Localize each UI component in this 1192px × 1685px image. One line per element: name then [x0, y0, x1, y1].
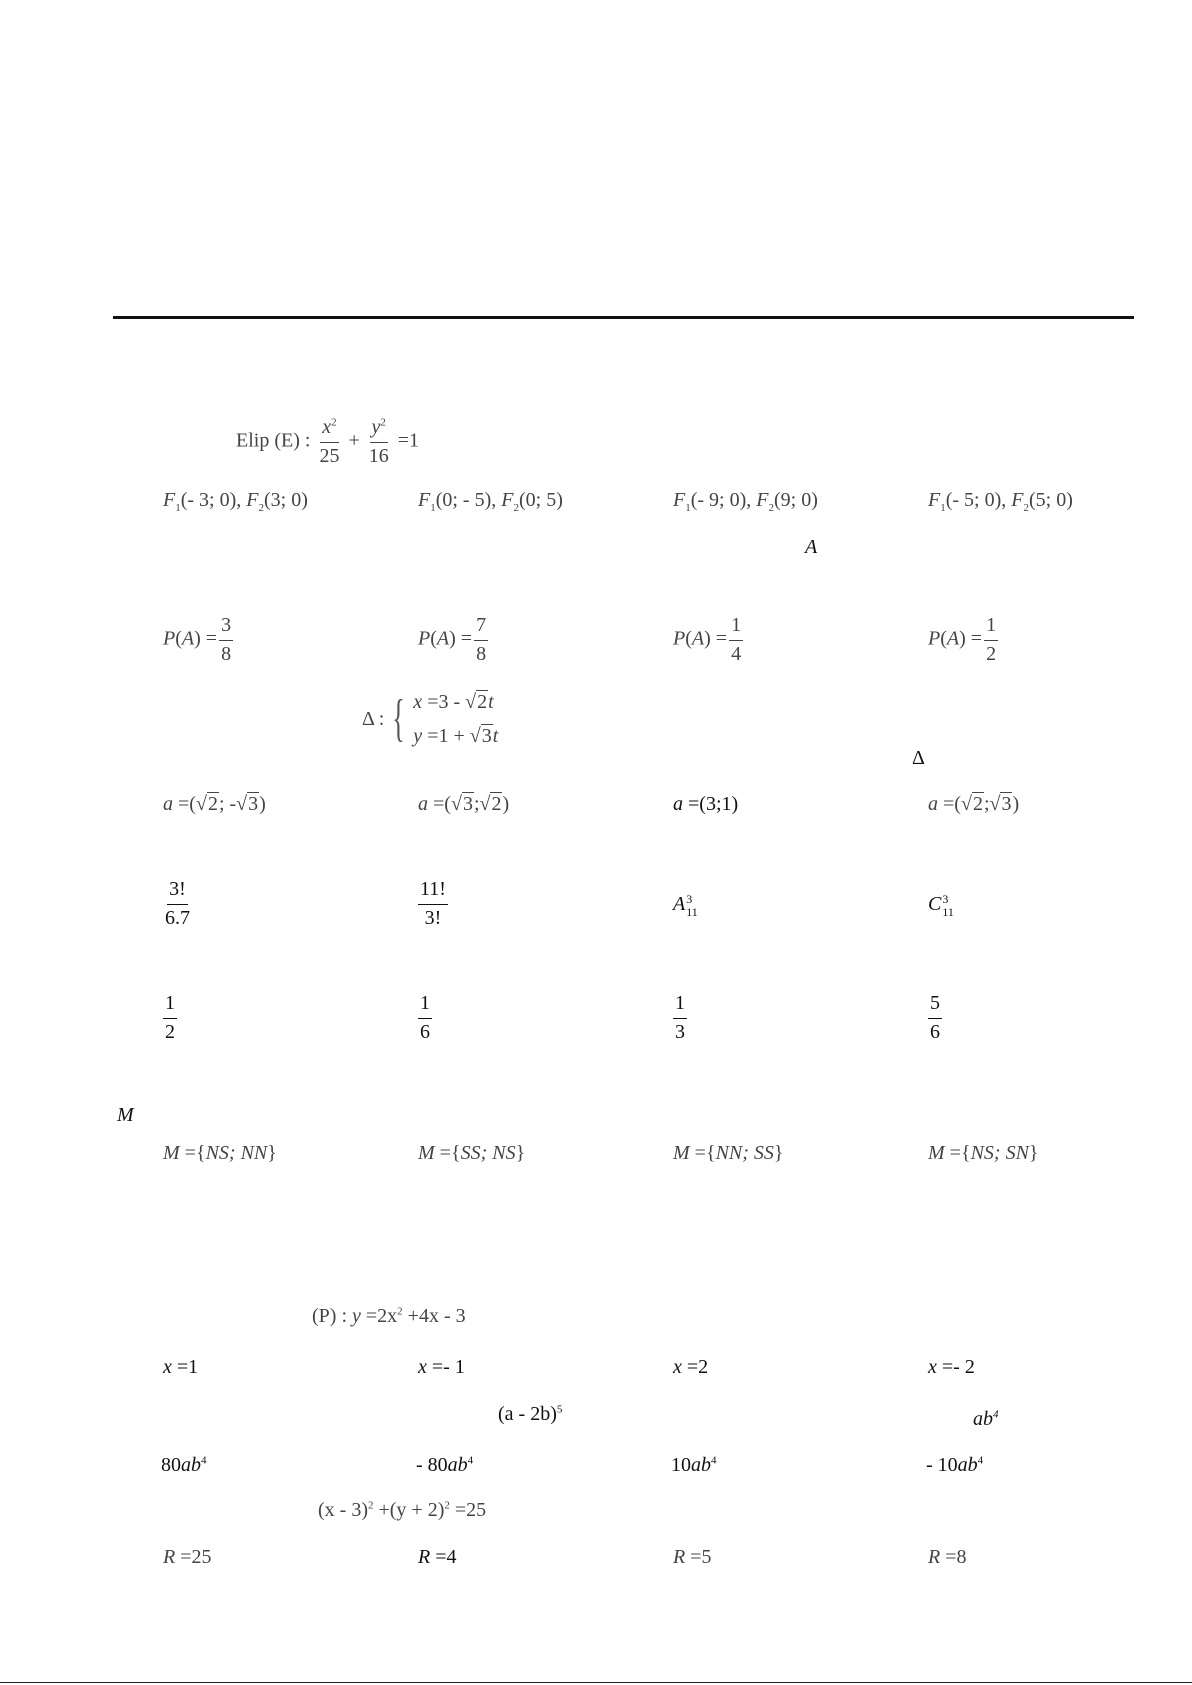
q7-option-b: x =- 1: [418, 1356, 465, 1378]
q5-option-c: $\frac{1}{3}$: [675, 992, 685, 1043]
q3-option-a: a =(√2; -√3): [163, 793, 266, 815]
q3-line-y: y =1 + √3t: [413, 725, 499, 747]
q7-option-c: x =2: [673, 1356, 709, 1378]
q4-option-b: $\frac{11!}{3!}$: [420, 878, 446, 929]
q2-option-a: P(A) = $\frac{3}{8}$: [163, 614, 232, 665]
q4-option-a: $\frac{3!}{6.7}$: [165, 878, 190, 929]
q2-event-label: A: [805, 536, 818, 558]
q5-option-b: $\frac{1}{6}$: [420, 992, 430, 1043]
q6-option-c: M ={NN; SS}: [673, 1142, 784, 1164]
q8-option-b: - $80ab^4$: [416, 1454, 474, 1476]
q6-option-a: M ={NS; NN}: [163, 1142, 277, 1164]
q8-binomial: (a - 2b)$^5$: [498, 1403, 563, 1425]
q9-option-d: R =8: [928, 1546, 967, 1568]
q3-delta-label: Δ: [912, 747, 925, 769]
ellipse-equation: Elip (E) : $\frac{x^2}{25}$ + $\frac{y^2}{16}$ =1: [236, 416, 419, 467]
q7-option-a: x =1: [163, 1356, 199, 1378]
q2-option-b: P(A) = $\frac{7}{8}$: [418, 614, 487, 665]
q3-option-d: a =(√2;√3): [928, 793, 1020, 815]
q3-line-system: Δ : { x =3 - √2t y =1 + √3t: [362, 690, 499, 747]
q4-option-d: C 3 11: [928, 892, 954, 919]
q3-line-x: x =3 - √2t: [413, 691, 494, 713]
q5-option-a: $\frac{1}{2}$: [165, 992, 175, 1043]
q9-option-a: R =25: [163, 1546, 212, 1568]
q7-option-d: x =- 2: [928, 1356, 975, 1378]
q1-option-c: $F_1(-$ 9; 0), $F_2(9$; 0): [673, 489, 818, 514]
header-rule: [113, 316, 1134, 319]
q6-label: M: [117, 1104, 134, 1126]
q1-option-a: $F_1(-$ 3; 0), $F_2(3$; 0): [163, 489, 308, 514]
ellipse-frac-1: $\frac{x^2}{25}$: [319, 416, 340, 467]
q6-option-b: M ={SS; NS}: [418, 1142, 526, 1164]
ellipse-frac-2: $\frac{y^2}{16}$: [368, 416, 389, 467]
q8-option-a: $80ab^4$: [161, 1454, 207, 1476]
q3-option-b: a =(√3;√2): [418, 793, 510, 815]
q1-option-b: $F_1(0$; - 5), $F_2(0$; 5): [418, 489, 563, 514]
q9-option-b: R =4: [418, 1546, 457, 1568]
q5-option-d: $\frac{5}{6}$: [930, 992, 940, 1043]
ellipse-title: Elip (E) :: [236, 429, 311, 452]
q3-option-c: a =(3;1): [673, 793, 739, 815]
q9-option-c: R =5: [673, 1546, 712, 1568]
q4-option-c: A 3 11: [673, 892, 698, 919]
q8-option-c: $10ab^4$: [671, 1454, 717, 1476]
q7-parabola-equation: (P) : $y =2x^2 +4x - 3$: [312, 1305, 466, 1327]
q1-option-d: $F_1(-$ 5; 0), $F_2(5$; 0): [928, 489, 1073, 514]
footer-rule: [0, 1682, 1192, 1683]
q8-option-d: - $10ab^4$: [926, 1454, 984, 1476]
q2-option-c: P(A) = $\frac{1}{4}$: [673, 614, 742, 665]
q9-circle-equation: $(x - 3)^2 +(y + 2)^2 =25$: [318, 1499, 487, 1521]
q2-option-d: P(A) = $\frac{1}{2}$: [928, 614, 997, 665]
q6-option-d: M ={NS; SN}: [928, 1142, 1039, 1164]
q8-term: $ab^4$: [973, 1408, 999, 1430]
